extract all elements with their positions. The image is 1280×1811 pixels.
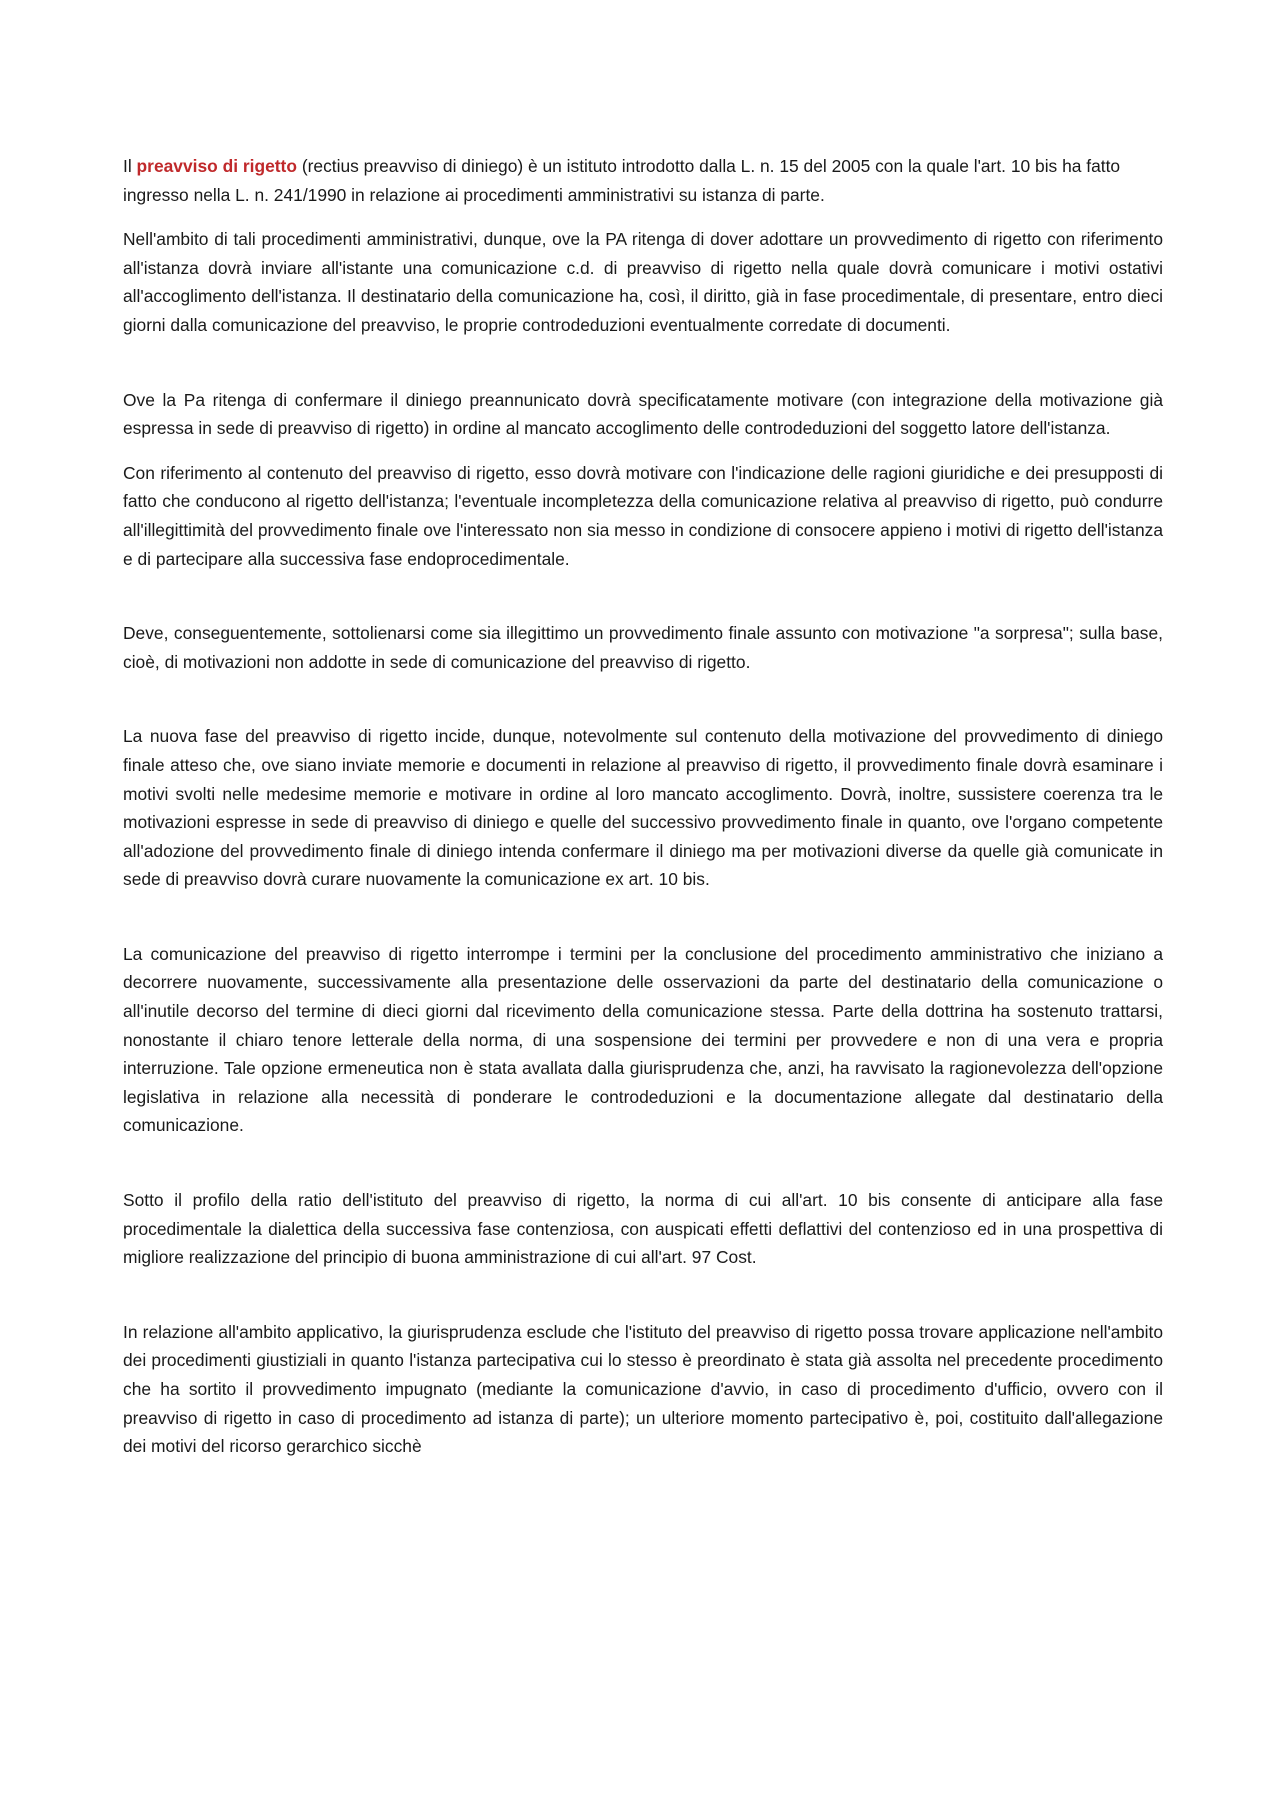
paragraph-intro <box>123 152 1163 209</box>
paragraph-5: Deve, conseguentemente, sottolienarsi come sia illegittimo un provvedimento finale assunto con motivazione "a sorpresa"; sulla base, cioè, di motivazioni non addotte in sede di comunicazione del preavviso di rigetto. <box>123 623 1163 672</box>
paragraph-8: Sotto il profilo della ratio dell'istituto del preavviso di rigetto, la norma di cui all'art. 10 bis consente di anticipare alla fase procedimentale la dialettica della successiva fase contenziosa, con auspicati effetti deflattivi del contenzioso ed in una prospettiva di migliore realizzazione del principio di buona amministrazione di cui all'art. 97 Cost. <box>123 1190 1163 1268</box>
intro-lead: Il <box>123 156 132 176</box>
document-body <box>123 152 1163 1461</box>
intro-rest: (rectius preavviso di diniego) è un istituto introdotto dalla L. n. 15 del 2005 con la quale l'art. 10 bis ha fatto ingresso nella L. n. 241/1990 in relazione ai procedimenti amministrativi su istanza di parte. <box>123 156 1121 205</box>
highlighted-term: preavviso di rigetto <box>136 156 297 176</box>
paragraph-9: In relazione all'ambito applicativo, la giurisprudenza esclude che l'istituto del preavviso di rigetto possa trovare applicazione nell'ambito dei procedimenti giustiziali in quanto l'istanza partecipativa cui lo stesso è preordinato è stata già assolta nel precedente procedimento che ha sortito il provvedimento impugnato (mediante la comunicazione d'avvio, in caso di procedimento d'ufficio, ovvero con il preavviso di rigetto in caso di procedimento ad istanza di parte); un ulteriore momento partecipativo è, poi, costituito dall'allegazione dei motivi del ricorso gerarchico sicchè <box>123 1321 1163 1457</box>
paragraph-2: Nell'ambito di tali procedimenti amministrativi, dunque, ove la PA ritenga di dover adottare un provvedimento di rigetto con riferimento all'istanza dovrà inviare all'istante una comunicazione c.d. di preavviso di rigetto nella quale dovrà comunicare i motivi ostativi all'accoglimento dell'istanza. Il destinatario della comunicazione ha, così, il diritto, già in fase procedimentale, di presentare, entro dieci giorni dalla comunicazione del preavviso, le proprie controdeduzioni eventualmente corredate di documenti. <box>123 229 1163 335</box>
paragraph-6: La nuova fase del preavviso di rigetto incide, dunque, notevolmente sul contenuto della motivazione del provvedimento di diniego finale atteso che, ove siano inviate memorie e documenti in relazione al preavviso di rigetto, il provvedimento finale dovrà esaminare i motivi svolti nelle medesime memorie e motivare in ordine al loro mancato accoglimento. Dovrà, inoltre, sussistere coerenza tra le motivazioni espresse in sede di preavviso di diniego e quelle del successivo provvedimento finale in quanto, ove l'organo competente all'adozione del provvedimento finale di diniego intenda confermare il diniego ma per motivazioni diverse da quelle già comunicate in sede di preavviso dovrà curare nuovamente la comunicazione ex art. 10 bis. <box>123 726 1163 890</box>
paragraph-7: La comunicazione del preavviso di rigetto interrompe i termini per la conclusione del procedimento amministrativo che iniziano a decorrere nuovamente, successivamente alla presentazione delle osservazioni da parte del destinatario della comunicazione o all'inutile decorso del termine di dieci giorni dal ricevimento della comunicazione stessa. Parte della dottrina ha sostenuto trattarsi, nonostante il chiaro tenore letterale della norma, di una sospensione dei termini per provvedere e non di una vera e propria interruzione. Tale opzione ermeneutica non è stata avallata dalla giurisprudenza che, anzi, ha ravvisato la ragionevolezza dell'opzione legislativa in relazione alla necessità di ponderare le controdeduzioni e la documentazione allegate dal destinatario della comunicazione. <box>123 943 1163 1136</box>
paragraph-3: Ove la Pa ritenga di confermare il diniego preannunicato dovrà specificatamente motivare (con integrazione della motivazione già espressa in sede di preavviso di rigetto) in ordine al mancato accoglimento delle controdeduzioni del soggetto latore dell'istanza. <box>123 389 1163 439</box>
paragraph-4: Con riferimento al contenuto del preavviso di rigetto, esso dovrà motivare con l'indicazione delle ragioni giuridiche e dei presupposti di fatto che conducono al rigetto dell'istanza; l'eventuale incompletezza della comunicazione relativa al preavviso di rigetto, può condurre all'illegittimità del provvedimento finale ove l'interessato non sia messo in condizione di consocere appieno i motivi di rigetto dell'istanza e di partecipare alla successiva fase endoprocedimentale. <box>123 462 1163 569</box>
